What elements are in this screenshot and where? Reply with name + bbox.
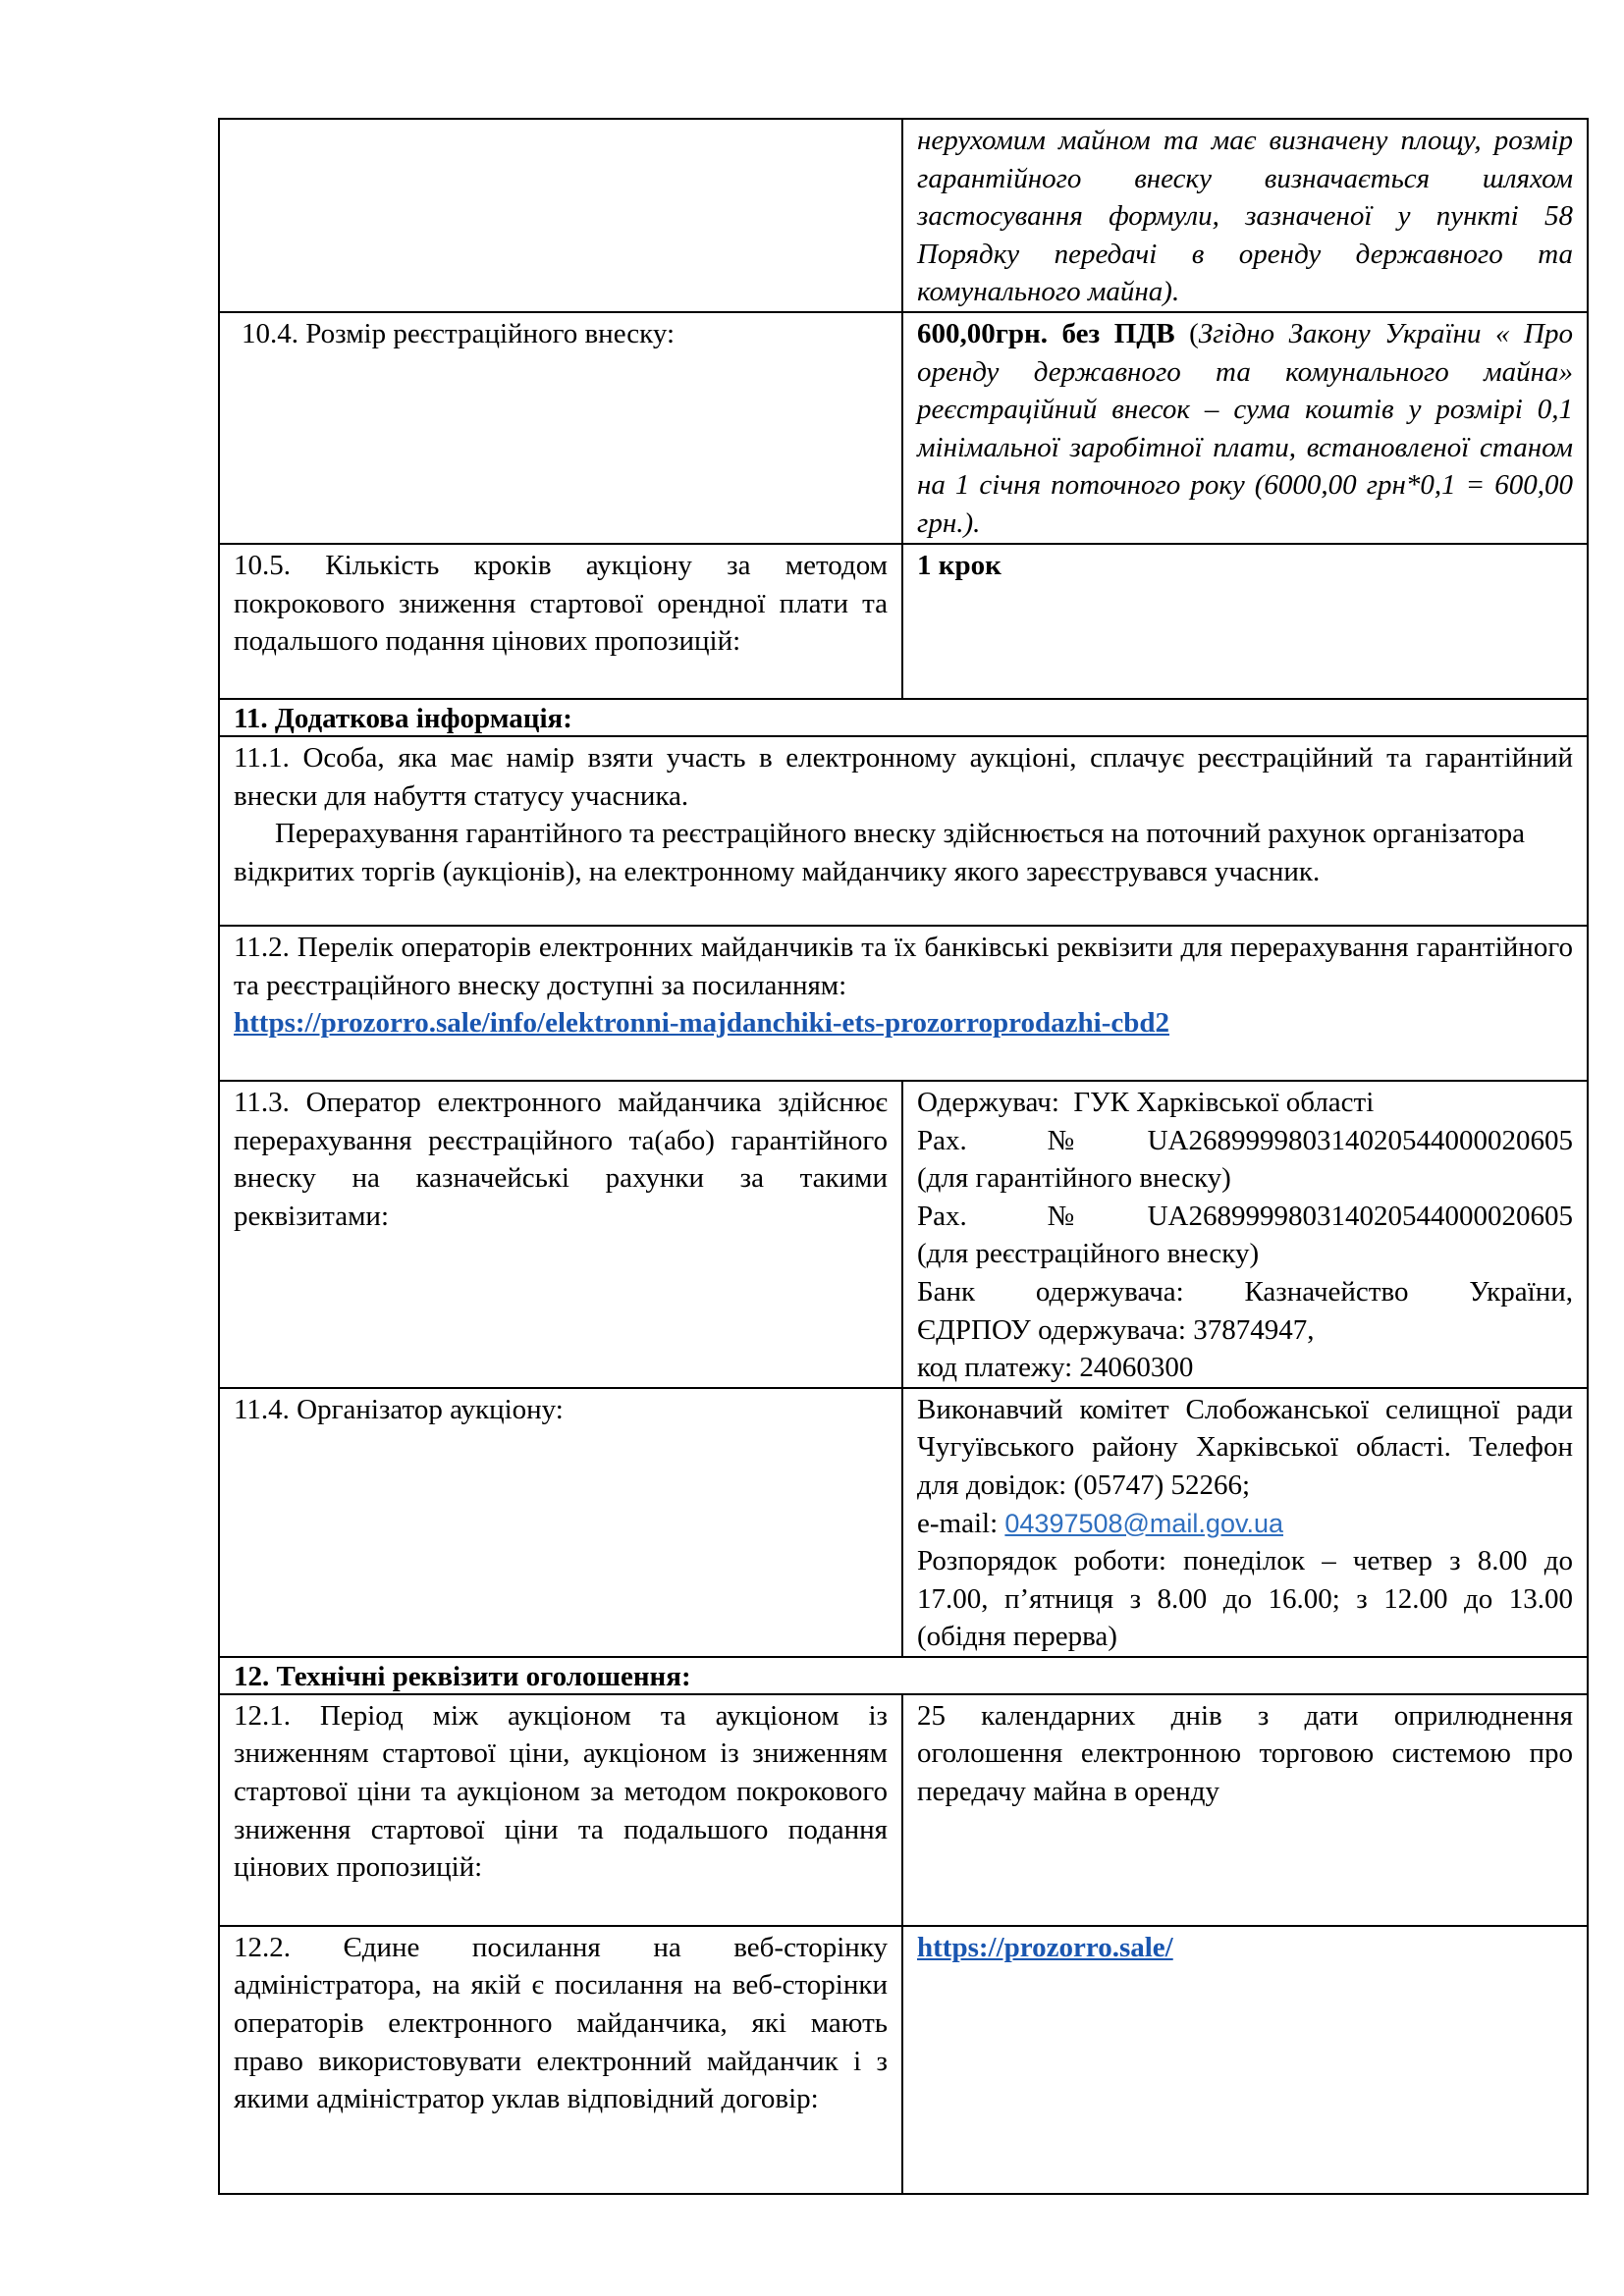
table-row: [219, 1081, 1588, 1388]
operators-list-link[interactable]: https://prozorro.sale/info/elektronni-majdanchiki-ets-prozorroprodazhi-cbd2: [234, 1007, 1169, 1040]
table-row: [219, 119, 1588, 312]
guarantee-account: Рах. №UA268999980314020544000020605: [917, 1124, 1573, 1156]
table-row: [219, 736, 1588, 926]
registration-account: Рах. №UA268999980314020544000020605: [917, 1200, 1573, 1232]
auction-steps-value: 1 крок: [902, 544, 1588, 699]
registration-fee-value: [902, 312, 1588, 544]
registration-fee-amount: 600,00грн. без ПДВ: [917, 317, 1175, 349]
recipient-bank: Банк одержувача: Казначейство України,: [917, 1275, 1573, 1308]
operators-list-info: [219, 926, 1588, 1081]
fee-transfer-text: Перерахування гарантійного та реєстраційного внеску здійснюється на поточний рахунок організатора відкритих торгів (аукціонів), на електронному майданчику якого зареєструвався учасник.: [234, 818, 1526, 887]
organizer-value: [902, 1388, 1588, 1657]
operators-list-text: 11.2. Перелік операторів електронних майданчиків та їх банківські реквізити для перерахування гарантійного та реєстраційного внеску доступні за посиланням:: [234, 931, 1573, 1001]
table-row: [219, 312, 1588, 544]
registration-fee-note-open: (: [1174, 317, 1199, 349]
participation-text: 11.1. Особа, яка має намір взяти участь в електронному аукціоні, сплачує реєстраційний та гарантійний внески для набуття статусу учасника.: [234, 741, 1573, 812]
treasury-accounts-value: [902, 1081, 1588, 1388]
auction-period-label: 12.1. Період між аукціоном та аукціоном із зниженням стартової ціни, аукціоном із зниженням стартової ціни та аукціоном за методом покрокового зниження стартової ціни та подальшого подання цінових пропозицій:: [219, 1694, 902, 1926]
announcement-table: [218, 118, 1589, 2195]
admin-website-link[interactable]: https://prozorro.sale/: [917, 1931, 1173, 1963]
table-row: [219, 544, 1588, 699]
table-row: [219, 1694, 1588, 1926]
guarantee-account-note: (для гарантійного внеску): [917, 1162, 1231, 1195]
table-row: [219, 1388, 1588, 1657]
email-label: e-mail:: [917, 1507, 1005, 1539]
section-11-heading: 11. Додаткова інформація:: [219, 699, 1588, 736]
work-schedule: Розпорядок роботи: понеділок – четвер з 8.00 до 17.00, п’ятниця з 8.00 до 16.00; з 12.00 до 13.00 (обідня перерва): [917, 1545, 1573, 1653]
organizer-label: 11.4. Організатор аукціону:: [219, 1388, 902, 1657]
recipient: Одержувач: ГУК Харківської області: [917, 1086, 1375, 1118]
table-row: [219, 1926, 1588, 2194]
registration-fee-note: Згідно Закону України « Про оренду державного та комунального майна» реєстраційний внесок – сума коштів у розмірі 0,1 мінімальної заробітної плати, встановленої станом на 1 січня поточного року (6000,00 грн*0,1 = 600,00 грн.).: [917, 317, 1573, 539]
guarantee-fee-continuation: [902, 119, 1588, 312]
auction-steps-label: 10.5. Кількість кроків аукціону за методом покрокового зниження стартової орендної плати та подальшого подання цінових пропозицій:: [219, 544, 902, 699]
admin-link-label: 12.2. Єдине посилання на веб-сторінку адміністратора, на якій є посилання на веб-сторінки операторів електронного майданчика, які мають право використовувати електронний майданчик і з якими адміністратор уклав відповідний договір:: [219, 1926, 902, 2194]
section-12-heading: 12. Технічні реквізити оголошення:: [219, 1657, 1588, 1694]
participation-info: [219, 736, 1588, 926]
payment-code: код платежу: 24060300: [917, 1352, 1194, 1384]
organizer-email-line: [917, 1505, 1573, 1543]
registration-account-note: (для реєстраційного внеску): [917, 1238, 1260, 1270]
organizer-email-link[interactable]: 04397508@mail.gov.ua: [1004, 1508, 1283, 1538]
auction-period-value: 25 календарних днів з дати оприлюднення оголошення електронною торговою системою про передачу майна в оренду: [902, 1694, 1588, 1926]
table-row: [219, 1657, 1588, 1694]
continuation-text: нерухомим майном та має визначену площу, розмір гарантійного внеску визначається шляхом застосування формули, зазначеної у пункті 58 Порядку передачі в оренду державного та комунального майна).: [917, 125, 1573, 308]
table-row: [219, 699, 1588, 736]
recipient-edrpou: ЄДРПОУ одержувача: 37874947,: [917, 1313, 1315, 1346]
admin-link-value: [902, 1926, 1588, 2194]
registration-fee-label: 10.4. Розмір реєстраційного внеску:: [219, 312, 902, 544]
empty-cell: [219, 119, 902, 312]
organizer-name: Виконавчий комітет Слобожанської селищної ради Чугуївського району Харківської області. Телефон для довідок: (05747) 52266;: [917, 1393, 1573, 1501]
treasury-accounts-label: 11.3. Оператор електронного майданчика здійснює перерахування реєстраційного та(або) гарантійного внеску на казначейські рахунки за такими реквізитами:: [219, 1081, 902, 1388]
table-row: [219, 926, 1588, 1081]
